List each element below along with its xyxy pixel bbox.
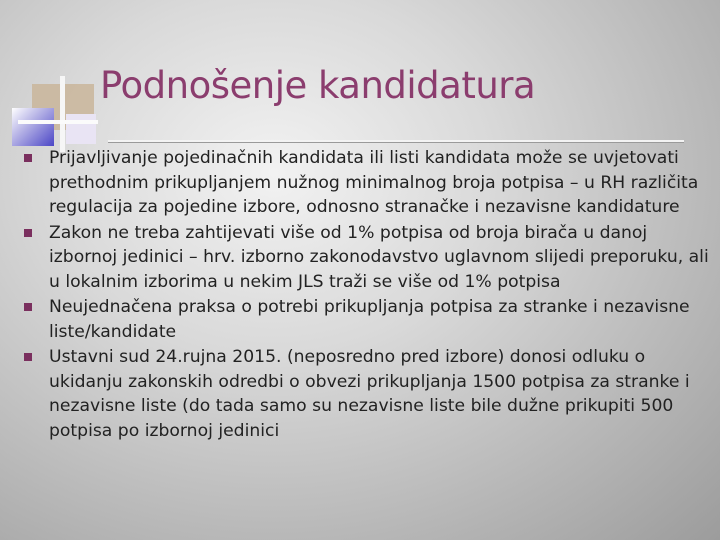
bullet-text: Ustavni sud 24.rujna 2015. (neposredno pred izbore) donosi odluku o ukidanju zakonskih odredbi o obvezi prikupljanja 1500 potpisa za stranke i nezavisne liste (do tada samo su nezavisne liste bile dužne prikupiti 500 potpisa po izbornoj jedinici (49, 347, 690, 441)
bullet-item (18, 221, 718, 295)
decorative-vertical-line (60, 76, 65, 152)
slide-title: Podnošenje kandidatura (100, 64, 536, 107)
bullet-text: Prijavljivanje pojedinačnih kandidata ili listi kandidata može se uvjetovati prethodnim prikupljanjem nužnog minimalnog broja potpisa – u RH različita regulacija za pojedine izbore, odnosno stranačke i nezavisne kandidature (49, 148, 699, 217)
square-bullet-icon (24, 229, 32, 237)
square-bullet-icon (24, 303, 32, 311)
bullet-item (18, 295, 718, 344)
decorative-lilac-block (66, 114, 96, 144)
bullet-item (18, 345, 718, 443)
square-bullet-icon (24, 154, 32, 162)
decorative-blue-block (12, 108, 54, 146)
bullet-list (18, 146, 718, 444)
decorative-horizontal-line (18, 120, 98, 124)
bullet-text: Zakon ne treba zahtijevati više od 1% potpisa od broja birača u danoj izbornoj jedinici – hrv. izborno zakonodavstvo uglavnom slijedi preporuku, ali u lokalnim izborima u nekim JLS traži se više od 1% potpisa (49, 222, 709, 292)
square-bullet-icon (24, 353, 32, 361)
title-underline-shadow (108, 142, 684, 143)
bullet-item (18, 146, 718, 220)
bullet-text: Neujednačena praksa o potrebi prikupljanja potpisa za stranke i nezavisne liste/kandidate (49, 297, 690, 342)
